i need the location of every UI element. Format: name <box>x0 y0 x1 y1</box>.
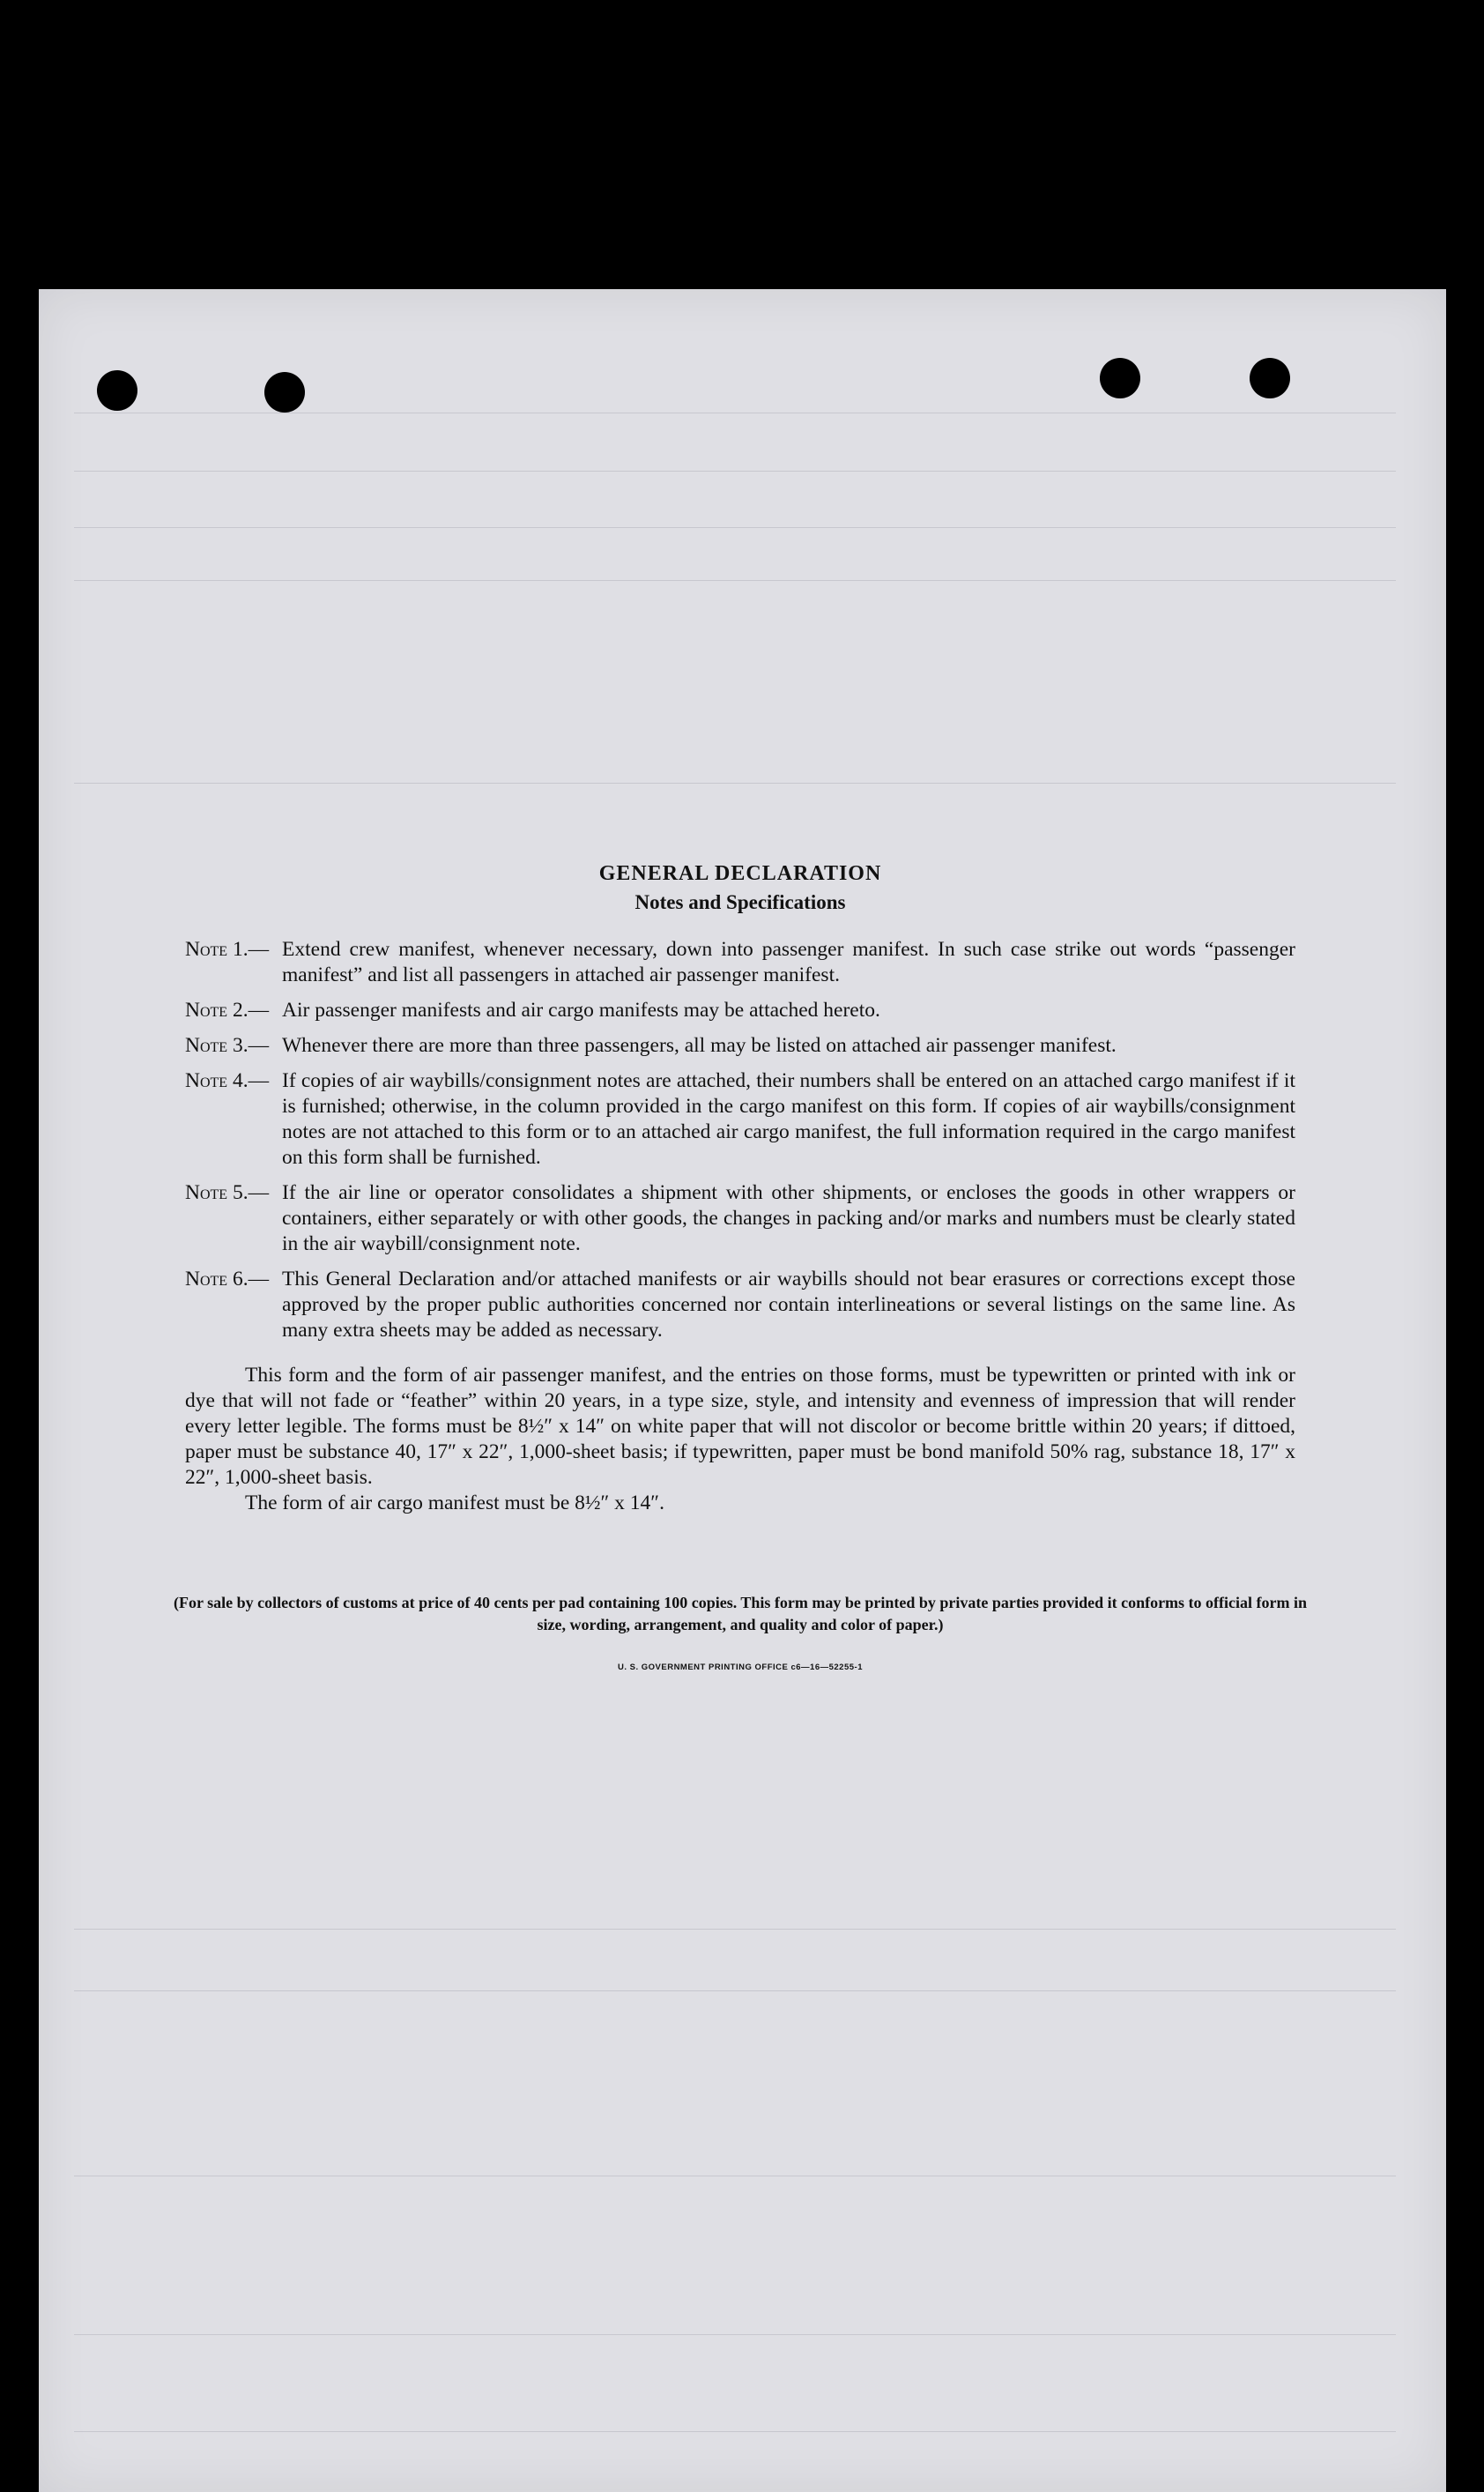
note-text: Air passenger manifests and air cargo manifests may be attached hereto. <box>282 999 880 1022</box>
note-text: If copies of air waybills/consignment notes are attached, their numbers shall be entered on an attached cargo manifest if it is furnished; otherwise, in the column provided in the cargo manifest on this form. If copies of air waybills/consignment notes are not attached to this form or to an attached air cargo manifest, the full information required in the cargo manifest on this form shall be furnished. <box>282 1069 1295 1169</box>
punch-hole <box>1250 358 1290 398</box>
note-6 <box>185 1267 1295 1343</box>
note-label: Note 6.— <box>185 1268 270 1291</box>
note-label: Note 3.— <box>185 1034 270 1057</box>
bleed-through-rule <box>74 2431 1396 2432</box>
note-label: Note 5.— <box>185 1181 270 1204</box>
punch-hole <box>264 372 305 413</box>
note-text: If the air line or operator consolidates a shipment with other shipments, or encloses the goods in other wrappers or containers, either separately or with other goods, the changes in packing and/or marks and numbers must be clearly stated in the air waybill/consignment note. <box>282 1181 1295 1255</box>
note-label: Note 1.— <box>185 938 270 961</box>
note-text: Extend crew manifest, whenever necessary, down into passenger manifest. In such case strike out words “passenger manifest” and list all passengers in attached air passenger manifest. <box>282 938 1295 986</box>
form-title: GENERAL DECLARATION <box>598 862 882 885</box>
bleed-through-rule <box>74 783 1396 784</box>
note-3 <box>185 1033 1295 1059</box>
bleed-through-rule <box>74 1929 1396 1930</box>
form-subtitle: Notes and Specifications <box>634 891 846 913</box>
note-label: Note 4.— <box>185 1069 270 1092</box>
note-5 <box>185 1180 1295 1257</box>
bleed-through-rule <box>74 580 1396 581</box>
printing-office-imprint: U. S. GOVERNMENT PRINTING OFFICE c6—16—52255-1 <box>618 1663 863 1672</box>
note-text: This General Declaration and/or attached manifests or air waybills should not bear erasures or corrections except those approved by the proper public authorities concerned nor contain interlineations or several listings on the same line. As many extra sheets may be added as necessary. <box>282 1268 1295 1342</box>
cargo-form-size: The form of air cargo manifest must be 8½″ x 14″. <box>245 1491 664 1514</box>
note-label: Note 2.— <box>185 999 270 1022</box>
bleed-through-rule <box>74 1990 1396 1991</box>
document-page <box>39 289 1446 2492</box>
punch-hole <box>1100 358 1140 398</box>
note-2 <box>185 998 1295 1023</box>
form-specification: This form and the form of air passenger manifest, and the entries on those forms, must be typewritten or printed with ink or dye that will not fade or “feather” within 20 years, in a type size, style, and intensity and evenness of impression that will render every letter legible. The forms must be 8½″ x 14″ on white paper that will not discolor or become brittle within 20 years; if dittoed, paper must be substance 40, 17″ x 22″, 1,000-sheet basis; if typewritten, paper must be bond manifold 50% rag, substance 18, 17″ x 22″, 1,000-sheet basis. <box>185 1364 1295 1489</box>
note-4 <box>185 1068 1295 1171</box>
note-1 <box>185 937 1295 988</box>
sale-note: (For sale by collectors of customs at price of 40 cents per pad containing 100 copies. This form may be printed by private parties provided it conforms to official form in size, wording, arrangement, and quality and color of paper.) <box>173 1594 1308 1633</box>
bleed-through-rule <box>74 2334 1396 2335</box>
bleed-through-rule <box>74 527 1396 528</box>
notes-block <box>173 862 1308 1672</box>
bleed-through-rule <box>74 471 1396 472</box>
note-text: Whenever there are more than three passengers, all may be listed on attached air passenger manifest. <box>282 1034 1117 1057</box>
punch-hole <box>97 370 137 411</box>
